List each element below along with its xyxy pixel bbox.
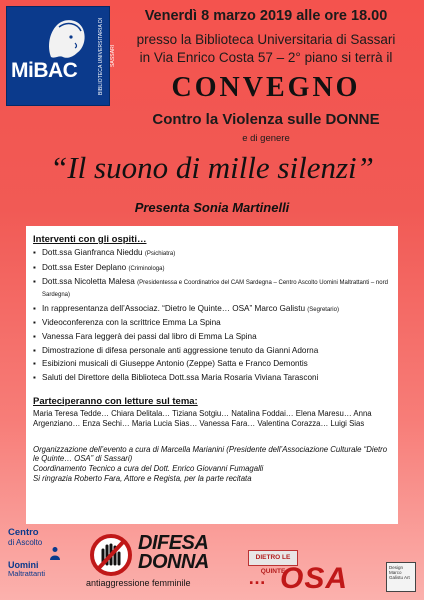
difesa-line1: DIFESA [138,532,209,554]
centro-line2: di Ascolto [8,538,43,547]
convegno-heading: CONVEGNO [171,72,361,103]
centro-ascolto-logo [8,528,70,596]
osa-dots: … [248,568,266,588]
event-subtitle: Contro la Violenza sulle DONNE [152,111,380,128]
stop-hand-icon [88,534,134,576]
list-item: ▪ Vanessa Fara leggerà dei passi dal libro di Emma La Spina [33,332,391,343]
person-icon [48,546,62,560]
difesa-donna-logo [86,534,234,596]
event-venue: presso la Biblioteca Universitaria di Sassari [136,32,396,47]
list-item: ▪ Saluti del Direttore della Biblioteca Dott.ssa Maria Rosaria Viviana Tarasconi [33,373,391,384]
letture-names: Maria Teresa Tedde… Chiara Delitala… Tiziana Sotgiu… Natalina Foddai… Elena Maresu… Anna Argenziano… Enza Sechi… Maria Lucia Sias… Vanessa Fara… Valentina Corazza… Luigi Sias [33,408,372,428]
mibac-logo [6,6,116,106]
mibac-brand: MiBAC [11,59,78,82]
event-subtitle-small: e di genere [242,133,290,144]
list-item: ▪ Dott.ssa Nicoletta Malesa (Presidentessa e Coordinatrice del CAM Sardegna – Centro Ascolto Uomini Maltrattanti – nord Sardegna) [33,277,391,300]
osa-logo [248,550,368,594]
difesa-subtitle: antiaggressione femminile [86,578,191,588]
osa-word: OSA [280,562,349,595]
program-panel [26,226,398,524]
list-item: ▪ Esibizioni musicali di Giuseppe Antonio (Zeppe) Satta e Franco Demontis [33,359,391,370]
event-title: “Il suono di mille silenzi” [50,150,374,185]
event-address: in Via Enrico Costa 57 – 2° piano si terrà il [139,50,393,65]
thanks-line: Si ringrazia Roberto Fara, Attore e Regista, per la parte recitata [33,473,252,483]
library-vertical-text: BIBLIOTECA UNIVERSITARIA DI SASSARI [98,17,116,95]
presenter: Presenta Sonia Martinelli [134,200,290,215]
difesa-donna-text [138,534,209,572]
coordination-line: Coordinamento Tecnico a cura del Dott. Enrico Giovanni Fumagalli [33,464,264,474]
centro-line4: Maltrattanti [8,569,46,578]
difesa-line2: DONNA [138,551,209,573]
sponsor-bar [0,528,424,600]
interventi-heading: Interventi con gli ospiti… [33,234,147,245]
design-credit: Design Marco Galistu Art [386,562,416,592]
centro-line1: Centro [8,527,39,538]
interventi-list [33,248,391,384]
organization-line: Organizzazione dell’evento a cura di Marcella Marianini (Presidente dell’Associazione Culturale “Dietro le Quinte… OSA” di Sassari) [33,444,388,464]
centro-line3: Uomini [8,560,39,570]
osa-small-label: DIETRO LE QUINTE [248,550,298,566]
list-item: ▪ Dott.ssa Gianfranca Nieddu (Psichiatra) [33,248,391,260]
list-item: ▪ Videoconferenza con la scrittrice Emma La Spina [33,318,391,329]
organization-notes [33,445,391,484]
statue-head-icon [37,13,93,61]
event-date: Venerdì 8 marzo 2019 alle ore 18.00 [144,8,388,24]
list-item: ▪ Dimostrazione di difesa personale anti aggressione tenuto da Gianni Adorna [33,346,391,357]
list-item: ▪ In rappresentanza dell’Associaz. “Dietro le Quinte… OSA” Marco Galistu (Segretario) [33,304,391,316]
list-item: ▪ Dott.ssa Ester Deplano (Criminologa) [33,263,391,275]
letture-heading: Parteciperanno con letture sul tema: [33,395,198,407]
